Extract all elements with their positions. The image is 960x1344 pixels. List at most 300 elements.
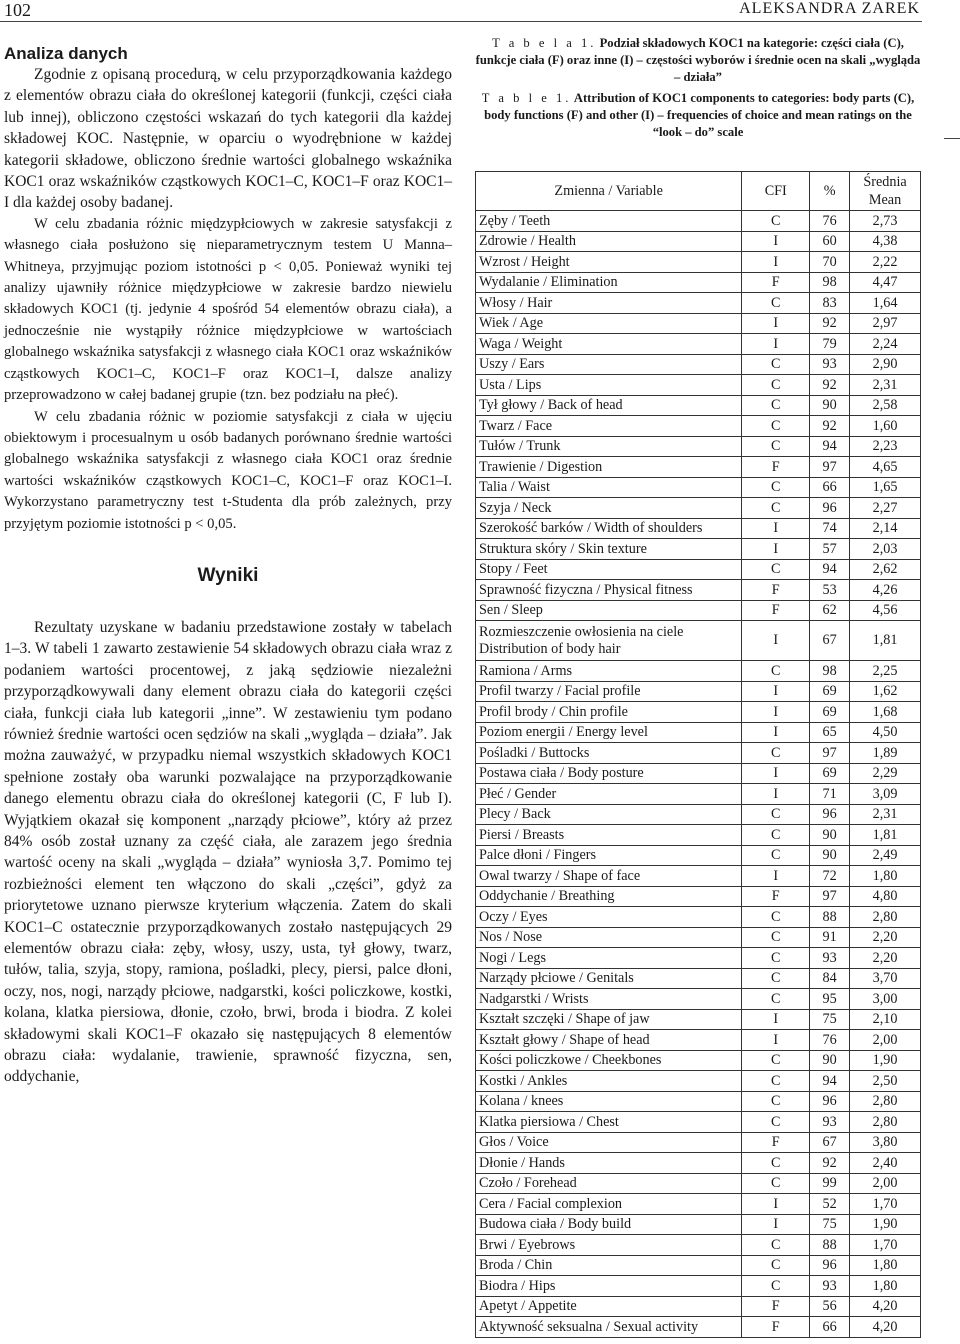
table-row <box>476 1173 921 1194</box>
cell-percent: 75 <box>810 1009 850 1030</box>
cell-mean: 1,70 <box>850 1235 921 1256</box>
cell-mean: 2,49 <box>850 845 921 866</box>
cell-cfi: C <box>742 211 810 232</box>
cell-cfi: I <box>742 722 810 743</box>
table-body <box>476 211 921 1338</box>
cell-cfi: C <box>742 825 810 846</box>
cell-percent: 93 <box>810 354 850 375</box>
cell-variable <box>476 845 742 866</box>
cell-mean: 4,20 <box>850 1317 921 1338</box>
cell-mean: 2,62 <box>850 559 921 580</box>
table-row <box>476 948 921 969</box>
cell-mean: 3,00 <box>850 989 921 1010</box>
cell-variable <box>476 1112 742 1133</box>
cell-mean: 2,50 <box>850 1071 921 1092</box>
table-row <box>476 600 921 621</box>
cell-mean: 1,81 <box>850 825 921 846</box>
variable-name: Wzrost / Height <box>479 253 570 270</box>
cell-percent: 69 <box>810 681 850 702</box>
variable-name: Kształt szczęki / Shape of jaw <box>479 1011 650 1028</box>
table-row <box>476 1009 921 1030</box>
cell-percent: 79 <box>810 334 850 355</box>
cell-percent: 71 <box>810 784 850 805</box>
cell-cfi: C <box>742 1276 810 1297</box>
cell-mean: 2,97 <box>850 313 921 334</box>
variable-name: Narządy płciowe / Genitals <box>479 970 634 987</box>
cell-variable <box>476 968 742 989</box>
table-row <box>476 968 921 989</box>
cell-percent: 99 <box>810 1173 850 1194</box>
table-row <box>476 743 921 764</box>
table-row <box>476 1112 921 1133</box>
cell-cfi: C <box>742 948 810 969</box>
cell-mean: 2,22 <box>850 252 921 273</box>
paragraph-3: W celu zbadania różnic w poziomie satysfakcji z ciała w ujęciu obiektowym i procesualnym u osób badanych porównano średnie wartości globalnego wskaźnika satysfakcji z własnego ciała KOC1 oraz średnie wartości wskaźników cząstkowych KOC1–C, KOC1–F oraz KOC1–I. Wykorzystano parametryczny test t-Studenta dla prób zależnych, przy przyjętym poziomie istotności p < 0,05. <box>4 408 452 532</box>
table-row <box>476 272 921 293</box>
cell-percent: 88 <box>810 907 850 928</box>
variable-name: Profil twarzy / Facial profile <box>479 683 641 700</box>
variable-name: Oddychanie / Breathing <box>479 888 615 905</box>
table-row <box>476 518 921 539</box>
cell-mean: 2,10 <box>850 1009 921 1030</box>
variable-name: Głos / Voice <box>479 1134 549 1151</box>
table-row <box>476 539 921 560</box>
cell-mean: 2,90 <box>850 354 921 375</box>
cell-mean: 2,20 <box>850 948 921 969</box>
cell-percent: 74 <box>810 518 850 539</box>
table-row <box>476 211 921 232</box>
cell-percent: 94 <box>810 1071 850 1092</box>
cell-variable <box>476 1214 742 1235</box>
cell-cfi: I <box>742 1009 810 1030</box>
cell-percent: 83 <box>810 293 850 314</box>
header-mean-pl: Średnia <box>863 174 907 190</box>
cell-variable <box>476 989 742 1010</box>
table-row <box>476 763 921 784</box>
cell-percent: 95 <box>810 989 850 1010</box>
variable-name: Usta / Lips <box>479 376 542 393</box>
cell-variable <box>476 231 742 252</box>
cell-variable <box>476 1050 742 1071</box>
cell-cfi: C <box>742 498 810 519</box>
cell-percent: 90 <box>810 845 850 866</box>
cell-cfi: C <box>742 743 810 764</box>
variable-name-line2: Distribution of body hair <box>479 640 621 657</box>
cell-cfi: F <box>742 272 810 293</box>
variable-name: Sen / Sleep <box>479 602 543 619</box>
cell-percent: 94 <box>810 436 850 457</box>
cell-cfi: C <box>742 375 810 396</box>
cell-mean: 2,24 <box>850 334 921 355</box>
cell-cfi: F <box>742 1317 810 1338</box>
cell-cfi: F <box>742 580 810 601</box>
cell-percent: 88 <box>810 1235 850 1256</box>
table-1 <box>475 171 921 1338</box>
table-row <box>476 927 921 948</box>
cell-mean: 2,20 <box>850 927 921 948</box>
cell-percent: 93 <box>810 1276 850 1297</box>
variable-name: Zdrowie / Health <box>479 233 576 250</box>
variable-name: Struktura skóry / Skin texture <box>479 540 647 557</box>
cell-variable <box>476 1132 742 1153</box>
cell-percent: 97 <box>810 743 850 764</box>
cell-variable <box>476 784 742 805</box>
table-row <box>476 375 921 396</box>
cell-mean: 2,73 <box>850 211 921 232</box>
table-row <box>476 477 921 498</box>
cell-cfi: I <box>742 702 810 723</box>
cell-mean: 4,56 <box>850 600 921 621</box>
table-row <box>476 293 921 314</box>
cell-mean: 2,80 <box>850 1112 921 1133</box>
cell-variable <box>476 1071 742 1092</box>
cell-cfi: I <box>742 518 810 539</box>
cell-cfi: C <box>742 1112 810 1133</box>
cell-mean: 2,23 <box>850 436 921 457</box>
table-row <box>476 866 921 887</box>
cell-percent: 57 <box>810 539 850 560</box>
table-row <box>476 681 921 702</box>
section-heading-results: Wyniki <box>197 564 259 586</box>
variable-name: Nadgarstki / Wrists <box>479 990 589 1007</box>
variable-name: Talia / Waist <box>479 479 550 496</box>
cell-percent: 72 <box>810 866 850 887</box>
cell-variable <box>476 211 742 232</box>
header-mean <box>850 172 921 211</box>
variable-name: Tułów / Trunk <box>479 438 561 455</box>
cell-cfi: C <box>742 1071 810 1092</box>
cell-mean: 1,64 <box>850 293 921 314</box>
variable-name: Kolana / knees <box>479 1093 564 1110</box>
cell-variable <box>476 804 742 825</box>
cell-variable <box>476 1009 742 1030</box>
cell-variable <box>476 702 742 723</box>
cell-cfi: I <box>742 1214 810 1235</box>
cell-cfi: C <box>742 989 810 1010</box>
cell-cfi: F <box>742 457 810 478</box>
table-row <box>476 825 921 846</box>
cell-percent: 98 <box>810 272 850 293</box>
cell-variable <box>476 1030 742 1051</box>
variable-name: Twarz / Face <box>479 417 553 434</box>
cell-mean: 2,00 <box>850 1173 921 1194</box>
cell-mean: 4,65 <box>850 457 921 478</box>
variable-name: Płeć / Gender <box>479 785 557 802</box>
variable-name: Nogi / Legs <box>479 949 546 966</box>
cell-variable <box>476 886 742 907</box>
cell-cfi: I <box>742 621 810 661</box>
variable-name: Postawa ciała / Body posture <box>479 765 644 782</box>
cell-percent: 94 <box>810 559 850 580</box>
variable-name: Szyja / Neck <box>479 499 552 516</box>
variable-name: Czoło / Forehead <box>479 1175 577 1192</box>
header-percent: % <box>810 172 850 211</box>
table-row <box>476 1153 921 1174</box>
variable-name: Poziom energii / Energy level <box>479 724 648 741</box>
cell-percent: 67 <box>810 621 850 661</box>
variable-name: Ramiona / Arms <box>479 662 573 679</box>
cell-cfi: C <box>742 293 810 314</box>
cell-cfi: C <box>742 1235 810 1256</box>
table-row <box>476 1317 921 1338</box>
cell-cfi: I <box>742 866 810 887</box>
table-row <box>476 621 921 661</box>
variable-name: Klatka piersiowa / Chest <box>479 1113 619 1130</box>
cell-variable <box>476 1296 742 1317</box>
cell-cfi: F <box>742 1296 810 1317</box>
caption-polish-text: Podział składowych KOC1 na kategorie: części ciała (C), funkcje ciała (F) oraz inne (I) – częstości wyborów i średnie ocen na skali „wygląda – działa” <box>475 36 921 84</box>
cell-percent: 93 <box>810 1112 850 1133</box>
table-row <box>476 784 921 805</box>
cell-percent: 90 <box>810 1050 850 1071</box>
cell-percent: 93 <box>810 948 850 969</box>
cell-percent: 53 <box>810 580 850 601</box>
cell-variable <box>476 354 742 375</box>
margin-dash <box>944 138 960 139</box>
variable-name: Wiek / Age <box>479 315 544 332</box>
cell-variable <box>476 681 742 702</box>
cell-percent: 69 <box>810 763 850 784</box>
table-row <box>476 845 921 866</box>
variable-name: Aktywność seksualna / Sexual activity <box>479 1318 699 1335</box>
cell-variable <box>476 1255 742 1276</box>
table-header-row <box>476 172 921 211</box>
cell-variable <box>476 1235 742 1256</box>
table-caption-block <box>475 35 921 141</box>
cell-percent: 75 <box>810 1214 850 1235</box>
variable-name: Brwi / Eyebrows <box>479 1236 576 1253</box>
cell-cfi: I <box>742 1194 810 1215</box>
cell-percent: 70 <box>810 252 850 273</box>
table-row <box>476 1235 921 1256</box>
cell-percent: 96 <box>810 804 850 825</box>
cell-percent: 67 <box>810 1132 850 1153</box>
cell-variable <box>476 866 742 887</box>
cell-mean: 2,40 <box>850 1153 921 1174</box>
cell-mean: 4,47 <box>850 272 921 293</box>
cell-cfi: C <box>742 559 810 580</box>
table-row <box>476 1214 921 1235</box>
variable-name: Włosy / Hair <box>479 294 553 311</box>
cell-variable <box>476 722 742 743</box>
table-row <box>476 804 921 825</box>
cell-cfi: C <box>742 1255 810 1276</box>
table-row <box>476 395 921 416</box>
variable-name: Palce dłoni / Fingers <box>479 847 597 864</box>
paragraph-2: W celu zbadania różnic międzypłciowych w zakresie satysfakcji z własnego ciała posłużono się nieparametrycznym testem U Manna–Whitneya, przyjmując poziom istotności p < 0,05. Ponieważ wyniki tej analizy ujawniły różnice międzypłciowe w zakresie bardzo niewielu składowych KOC1 (tj. jedynie 4 spośród 54 elementów obrazu ciała), a jednocześnie nie wystąpiły różnice międzypłciowe w wartościach globalnego wskaźnika satysfakcji z własnego ciała KOC1 oraz wskaźników cząstkowych KOC1–C, KOC1–F oraz KOC1–I, dalsze analizy przeprowadzono w całej badanej grupie (tzn. bez podziału na płeć). <box>4 215 452 404</box>
cell-variable <box>476 436 742 457</box>
variable-name: Biodra / Hips <box>479 1277 556 1294</box>
variable-name: Dłonie / Hands <box>479 1154 565 1171</box>
cell-mean: 2,03 <box>850 539 921 560</box>
cell-variable <box>476 825 742 846</box>
cell-variable <box>476 1194 742 1215</box>
cell-cfi: I <box>742 1030 810 1051</box>
cell-percent: 96 <box>810 1091 850 1112</box>
cell-mean: 1,90 <box>850 1050 921 1071</box>
cell-mean: 1,60 <box>850 416 921 437</box>
table-row <box>476 231 921 252</box>
cell-variable <box>476 272 742 293</box>
cell-variable <box>476 1317 742 1338</box>
cell-percent: 96 <box>810 498 850 519</box>
variable-name: Kości policzkowe / Cheekbones <box>479 1052 662 1069</box>
cell-percent: 56 <box>810 1296 850 1317</box>
caption-english-text: Attribution of KOC1 components to categories: body parts (C), body functions (F) and other (I) – frequencies of choice and mean ratings on the “look – do” scale <box>484 91 915 139</box>
cell-percent: 60 <box>810 231 850 252</box>
cell-mean: 1,80 <box>850 866 921 887</box>
cell-percent: 92 <box>810 1153 850 1174</box>
cell-percent: 98 <box>810 661 850 682</box>
cell-variable <box>476 1153 742 1174</box>
cell-percent: 90 <box>810 395 850 416</box>
cell-cfi: I <box>742 763 810 784</box>
cell-mean: 2,14 <box>850 518 921 539</box>
cell-cfi: C <box>742 804 810 825</box>
table-row <box>476 1050 921 1071</box>
cell-mean: 1,65 <box>850 477 921 498</box>
cell-variable <box>476 313 742 334</box>
variable-name: Stopy / Feet <box>479 561 548 578</box>
table-row <box>476 436 921 457</box>
cell-cfi: C <box>742 1050 810 1071</box>
variable-name: Kostki / Ankles <box>479 1072 568 1089</box>
cell-variable <box>476 948 742 969</box>
variable-name: Zęby / Teeth <box>479 212 551 229</box>
table-row <box>476 498 921 519</box>
cell-mean: 2,25 <box>850 661 921 682</box>
cell-percent: 52 <box>810 1194 850 1215</box>
cell-variable <box>476 539 742 560</box>
cell-mean: 4,80 <box>850 886 921 907</box>
cell-variable <box>476 1276 742 1297</box>
caption-polish <box>475 35 921 86</box>
cell-cfi: C <box>742 354 810 375</box>
cell-variable <box>476 927 742 948</box>
cell-mean: 2,31 <box>850 375 921 396</box>
table-row <box>476 722 921 743</box>
cell-variable <box>476 621 742 661</box>
cell-mean: 1,68 <box>850 702 921 723</box>
variable-name: Budowa ciała / Body build <box>479 1216 632 1233</box>
variable-name: Wydalanie / Elimination <box>479 274 618 291</box>
table-row <box>476 907 921 928</box>
table-row <box>476 416 921 437</box>
cell-percent: 84 <box>810 968 850 989</box>
cell-variable <box>476 457 742 478</box>
cell-percent: 91 <box>810 927 850 948</box>
cell-cfi: F <box>742 886 810 907</box>
variable-name: Cera / Facial complexion <box>479 1195 623 1212</box>
cell-mean: 2,00 <box>850 1030 921 1051</box>
cell-cfi: C <box>742 968 810 989</box>
variable-name: Uszy / Ears <box>479 356 545 373</box>
cell-percent: 92 <box>810 416 850 437</box>
variable-name: Profil brody / Chin profile <box>479 703 628 720</box>
header-cfi: CFI <box>742 172 810 211</box>
variable-name: Sprawność fizyczna / Physical fitness <box>479 581 693 598</box>
running-header <box>0 0 960 22</box>
cell-cfi: I <box>742 313 810 334</box>
table-row <box>476 1255 921 1276</box>
cell-mean: 1,89 <box>850 743 921 764</box>
cell-mean: 3,80 <box>850 1132 921 1153</box>
cell-mean: 2,80 <box>850 907 921 928</box>
variable-name: Tył głowy / Back of head <box>479 397 623 414</box>
variable-name: Plecy / Back <box>479 806 551 823</box>
cell-mean: 1,62 <box>850 681 921 702</box>
table-row <box>476 1296 921 1317</box>
table-row <box>476 1071 921 1092</box>
cell-mean: 3,70 <box>850 968 921 989</box>
variable-name: Oczy / Eyes <box>479 908 548 925</box>
cell-cfi: I <box>742 334 810 355</box>
cell-mean: 3,09 <box>850 784 921 805</box>
cell-variable <box>476 252 742 273</box>
cell-variable <box>476 661 742 682</box>
variable-name: Szerokość barków / Width of shoulders <box>479 520 703 537</box>
cell-cfi: C <box>742 395 810 416</box>
cell-variable <box>476 375 742 396</box>
cell-cfi: F <box>742 600 810 621</box>
cell-cfi: C <box>742 661 810 682</box>
cell-mean: 4,20 <box>850 1296 921 1317</box>
cell-mean: 1,80 <box>850 1255 921 1276</box>
cell-variable <box>476 518 742 539</box>
caption-english <box>475 90 921 141</box>
cell-variable <box>476 743 742 764</box>
variable-name: Waga / Weight <box>479 335 563 352</box>
cell-cfi: C <box>742 907 810 928</box>
paragraph-4: Rezultaty uzyskane w badaniu przedstawione zostały w tabelach 1–3. W tabeli 1 zawarto zestawienie 54 składowych obrazu ciała wraz z podaniem wartości procentowej, z jaką sędziowie niezależni przyporządkowywali dany element obrazu ciała do kategorii części ciała, funkcji ciała lub kategorii „inne”. W zestawieniu tym podano również średnie wartości ocen sędziów na skali „wygląda – działa”. Jak można zauważyć, w przypadku niemal wszystkich składowych KOC1 spełnione zostały oba warunki pozwalające na przyporządkowanie danego elementu obrazu ciała do określonej kategorii (C, F lub I). Wyjątkiem okazał się komponent „narządy płciowe”, który aż przez 84% osób został uznany za część ciała, ale zarazem jego średnia wartość oceny na skali „wygląda – działa” wyniosła 3,7. Pomimo tej rozbieżności element ten włączono do skali „części”, gdyż za priorytetowe uznano pierwsze kryterium włączenia. Zatem do skali KOC1–C ostatecznie przyporządkowanych zostało następujących 29 elementów obrazu ciała: zęby, włosy, uszy, usta, tył głowy, twarz, tułów, talia, szyja, stopy, ramiona, pośladki, plecy, piersi, palce dłoni, oczy, nos, nogi, narządy płciowe, nadgarstki, kości policzkowe, kostki, kolana, klatka piersiowa, dłonie, czoło, brwi, broda i biodra. Z kolei składowymi skali KOC1–F okazało się następujących 8 elementów obrazu ciała: wydalanie, trawienie, sprawność fizyczna, sen, oddychanie, <box>4 618 452 1086</box>
caption-english-label: T a b l e 1. <box>481 91 572 105</box>
variable-name: Owal twarzy / Shape of face <box>479 867 641 884</box>
cell-mean: 1,80 <box>850 1276 921 1297</box>
header-rule <box>0 21 922 22</box>
paragraph-1: Zgodnie z opisaną procedurą, w celu przyporządkowania każdego z elementów obrazu ciała do określonej kategorii (funkcji, części ciała lub innej), obliczono częstości wskazań do tych kategorii dla każdej składowej KOC. Następnie, w oparciu o wyodrębnione w każdej kategorii składowe, obliczono średnie wartości globalnego wskaźnika KOC1 oraz wskaźników cząstkowych KOC1–C, KOC1–F oraz KOC1–I dla każdej osoby badanej. <box>4 66 452 212</box>
cell-percent: 62 <box>810 600 850 621</box>
cell-cfi: I <box>742 539 810 560</box>
variable-name: Trawienie / Digestion <box>479 458 603 475</box>
table-row <box>476 580 921 601</box>
table-row <box>476 886 921 907</box>
cell-percent: 92 <box>810 313 850 334</box>
variable-name: Apetyt / Appetite <box>479 1298 577 1315</box>
table-row <box>476 313 921 334</box>
cell-cfi: I <box>742 681 810 702</box>
table-row <box>476 1194 921 1215</box>
cell-mean: 2,58 <box>850 395 921 416</box>
cell-mean: 1,81 <box>850 621 921 661</box>
cell-cfi: C <box>742 845 810 866</box>
cell-cfi: I <box>742 252 810 273</box>
cell-variable <box>476 580 742 601</box>
cell-percent: 96 <box>810 1255 850 1276</box>
cell-cfi: C <box>742 927 810 948</box>
variable-name: Nos / Nose <box>479 929 543 946</box>
cell-percent: 90 <box>810 825 850 846</box>
table-row <box>476 354 921 375</box>
variable-name: Pośladki / Buttocks <box>479 744 590 761</box>
variable-name: Piersi / Breasts <box>479 826 565 843</box>
cell-percent: 97 <box>810 886 850 907</box>
cell-percent: 69 <box>810 702 850 723</box>
cell-mean: 1,70 <box>850 1194 921 1215</box>
cell-mean: 1,90 <box>850 1214 921 1235</box>
cell-mean: 4,26 <box>850 580 921 601</box>
cell-cfi: C <box>742 1091 810 1112</box>
header-mean-en: Mean <box>868 192 902 208</box>
